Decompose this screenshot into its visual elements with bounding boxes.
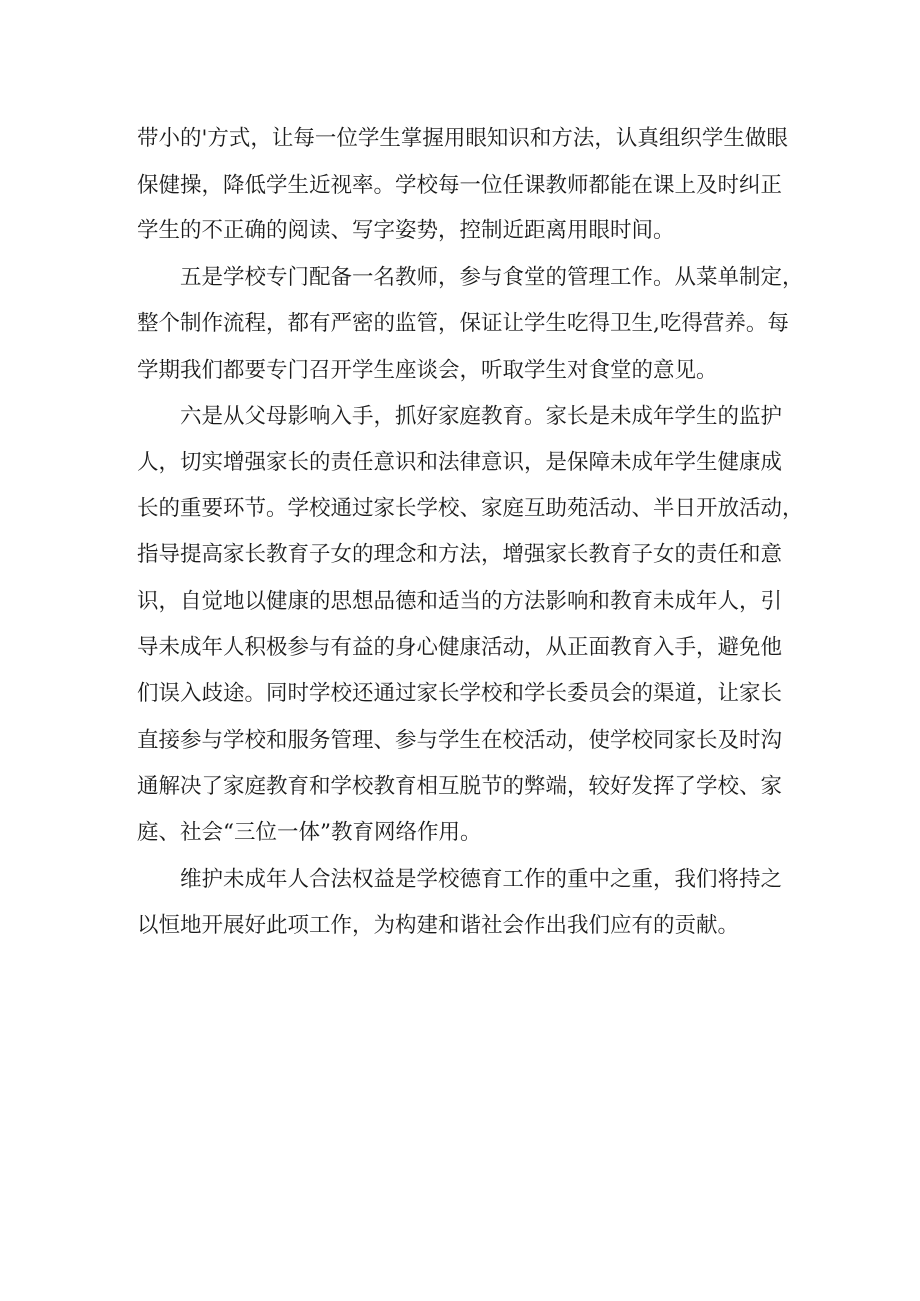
text-line: 整个制作流程，都有严密的监管，保证让学生吃得卫生,吃得营养。每 <box>137 311 789 336</box>
text-line: 六是从父母影响入手，抓好家庭教育。家长是未成年学生的监护 <box>180 404 783 429</box>
text-line: 五是学校专门配备一名教师，参与食堂的管理工作。从菜单制定， <box>180 265 804 290</box>
text-line: 长的重要环节。学校通过家长学校、家庭互助苑活动、半日开放活动， <box>137 496 804 521</box>
text-line: 人，切实增强家长的责任意识和法律意识，是保障未成年学生健康成 <box>137 450 783 475</box>
text-line: 以恒地开展好此项工作，为构建和谐社会作出我们应有的贡献。 <box>137 913 740 938</box>
text-line: 识，自觉地以健康的思想品德和适当的方法影响和教育未成年人，引 <box>137 589 783 614</box>
text-line: 保健操，降低学生近视率。学校每一位任课教师都能在课上及时纠正 <box>137 173 783 198</box>
text-line: 直接参与学校和服务管理、参与学生在校活动，使学校同家长及时沟 <box>137 728 783 753</box>
text-line: 带小的'方式，让每一位学生掌握用眼知识和方法，认真组织学生做眼 <box>137 126 788 151</box>
text-line: 学生的不正确的阅读、写字姿势，控制近距离用眼时间。 <box>137 218 675 243</box>
text-line: 导未成年人积极参与有益的身心健康活动，从正面教育入手，避免他 <box>137 635 783 660</box>
text-line: 庭、社会“三位一体”教育网络作用。 <box>137 820 482 845</box>
text-line: 通解决了家庭教育和学校教育相互脱节的弊端，较好发挥了学校、家 <box>137 774 783 799</box>
text-line: 维护未成年人合法权益是学校德育工作的重中之重，我们将持之 <box>180 867 783 892</box>
text-line: 们误入歧途。同时学校还通过家长学校和学长委员会的渠道，让家长 <box>137 681 783 706</box>
text-line: 学期我们都要专门召开学生座谈会，听取学生对食堂的意见。 <box>137 358 718 383</box>
text-line: 指导提高家长教育子女的理念和方法，增强家长教育子女的责任和意 <box>137 542 783 567</box>
